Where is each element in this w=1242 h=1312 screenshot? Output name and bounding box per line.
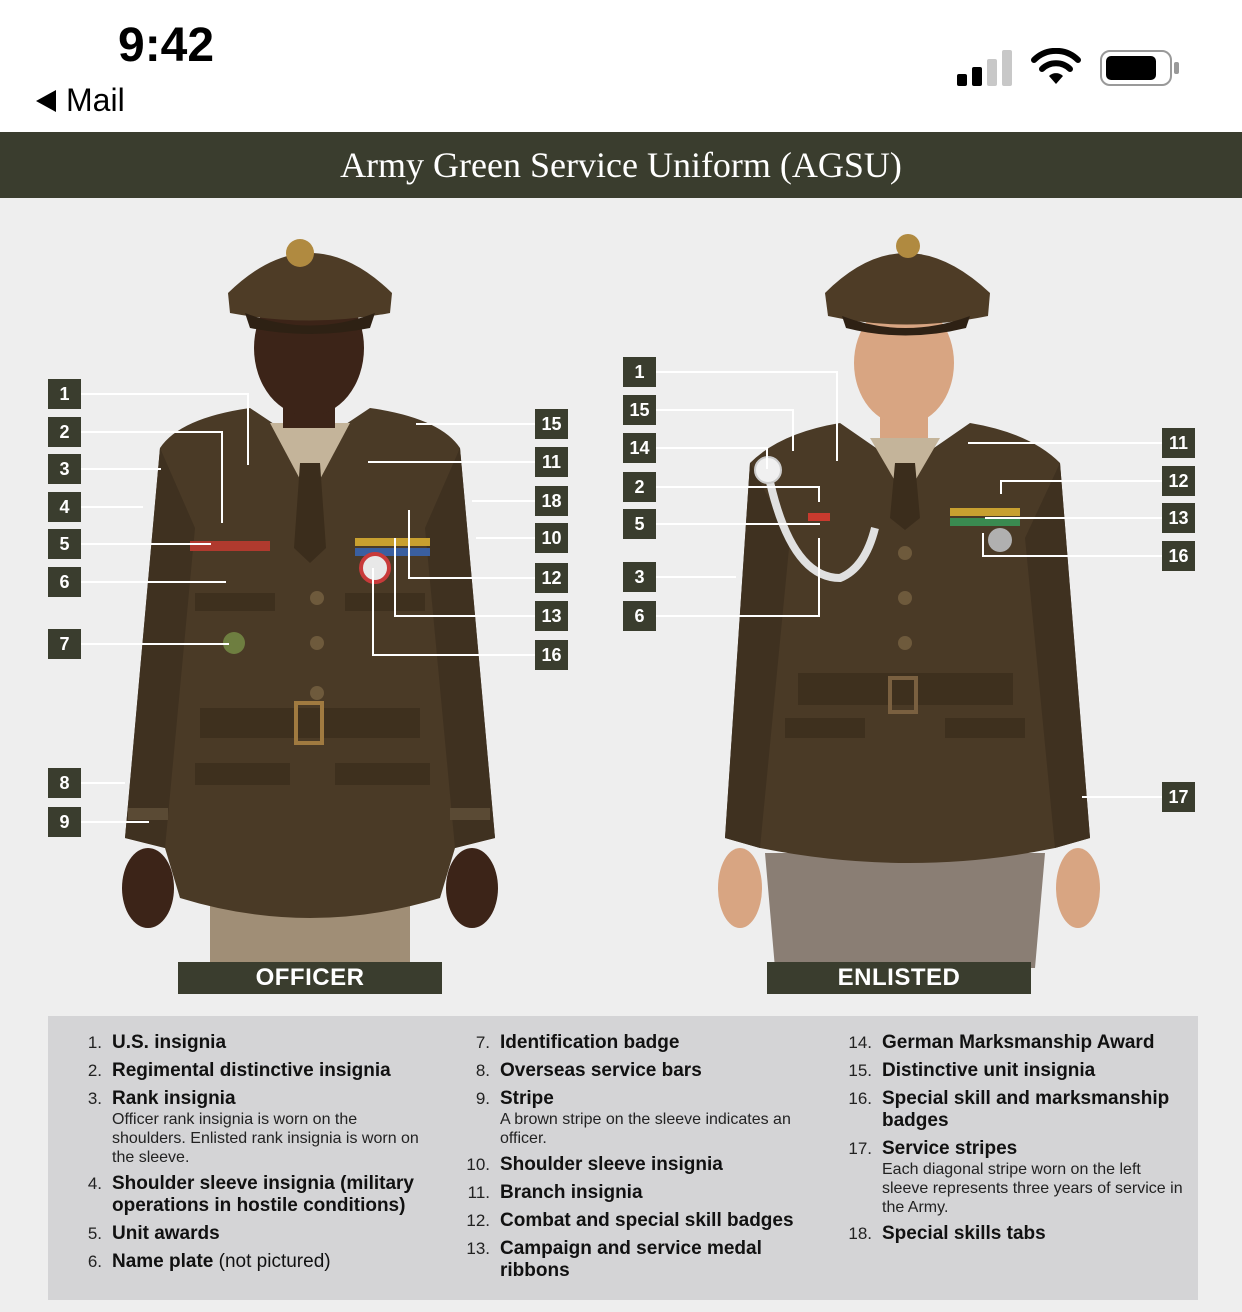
leader-line — [81, 431, 223, 433]
status-bar — [0, 0, 1242, 132]
legend-item — [834, 1088, 1184, 1132]
leader-line — [472, 500, 535, 502]
legend-title: Shoulder sleeve insignia (military operations in hostile conditions) — [112, 1173, 414, 1216]
legend-item — [64, 1223, 424, 1245]
officer-callout-13: 13 — [535, 601, 568, 631]
legend-title: Combat and special skill badges — [500, 1210, 794, 1231]
officer-callout-16: 16 — [535, 640, 568, 670]
legend-title: Identification badge — [500, 1032, 680, 1053]
leader-line — [656, 409, 794, 411]
legend-item — [834, 1138, 1184, 1217]
legend-column-1 — [64, 1032, 424, 1279]
enlisted-callout-17: 17 — [1162, 782, 1195, 812]
page-title: Army Green Service Uniform (AGSU) — [0, 132, 1242, 198]
uniform-photo-area — [0, 198, 1242, 1312]
leader-line — [81, 393, 249, 395]
enlisted-callout-6: 6 — [623, 601, 656, 631]
leader-line — [81, 643, 229, 645]
leader-line — [408, 510, 410, 578]
officer-callout-4: 4 — [48, 492, 81, 522]
battery-icon — [1100, 50, 1180, 86]
back-label: Mail — [66, 82, 125, 118]
legend-title: U.S. insignia — [112, 1032, 227, 1053]
leader-line — [247, 393, 249, 465]
legend-number: 3. — [87, 1089, 102, 1108]
leader-line — [394, 615, 535, 617]
legend-item — [834, 1032, 1184, 1054]
enlisted-callout-16: 16 — [1162, 541, 1195, 571]
wifi-icon — [1030, 48, 1082, 86]
enlisted-callout-1: 1 — [623, 357, 656, 387]
leader-line — [1000, 480, 1162, 482]
legend-number: 5. — [87, 1224, 102, 1243]
clock: 9:42 — [118, 19, 215, 72]
leader-line — [818, 486, 820, 502]
legend-item — [64, 1088, 424, 1167]
leader-line — [982, 533, 984, 555]
legend-column-2 — [452, 1032, 812, 1288]
legend-title: Unit awards — [112, 1223, 220, 1244]
legend-item — [452, 1182, 812, 1204]
leader-line — [766, 447, 768, 469]
officer-callout-2: 2 — [48, 417, 81, 447]
enlisted-callout-15: 15 — [623, 395, 656, 425]
legend-number: 16. — [848, 1089, 872, 1108]
legend-title: Campaign and service medal ribbons — [500, 1238, 762, 1281]
legend-number: 1. — [87, 1033, 102, 1052]
officer-callout-18: 18 — [535, 486, 568, 516]
legend-item — [64, 1060, 424, 1082]
enlisted-callout-2: 2 — [623, 472, 656, 502]
legend-description: Each diagonal stripe worn on the left sleeve represents three years of service in the Army. — [882, 1161, 1183, 1216]
legend-number: 4. — [87, 1174, 102, 1193]
legend-number: 12. — [466, 1211, 490, 1230]
leader-line — [836, 371, 838, 461]
officer-callout-1: 1 — [48, 379, 81, 409]
officer-label: OFFICER — [178, 962, 442, 994]
legend-item — [452, 1238, 812, 1282]
legend-description: A brown stripe on the sleeve indicates an officer. — [500, 1111, 791, 1147]
legend-number: 17. — [848, 1139, 872, 1158]
leader-line — [372, 568, 374, 655]
enlisted-callout-13: 13 — [1162, 503, 1195, 533]
enlisted-callout-14: 14 — [623, 433, 656, 463]
legend-title: Shoulder sleeve insignia — [500, 1154, 723, 1175]
officer-callout-3: 3 — [48, 454, 81, 484]
leader-line — [416, 423, 535, 425]
leader-line — [968, 442, 1162, 444]
legend-title: Service stripes — [882, 1138, 1018, 1159]
legend-item — [64, 1251, 424, 1273]
enlisted-callout-11: 11 — [1162, 428, 1195, 458]
leader-line — [818, 538, 820, 616]
cellular-signal-icon — [957, 50, 1015, 86]
legend-title: Regimental distinctive insignia — [112, 1060, 391, 1081]
leader-line — [476, 537, 535, 539]
enlisted-figure-image — [700, 198, 1120, 968]
leader-line — [656, 615, 820, 617]
leader-line — [656, 523, 820, 525]
legend-item — [834, 1223, 1184, 1245]
legend-number: 7. — [475, 1033, 490, 1052]
leader-line — [1000, 480, 1002, 494]
legend-title — [112, 1251, 424, 1273]
leader-line — [656, 486, 820, 488]
legend-item — [452, 1060, 812, 1082]
officer-callout-11: 11 — [535, 447, 568, 477]
leader-line — [985, 517, 1162, 519]
legend-title: Distinctive unit insignia — [882, 1060, 1096, 1081]
legend-item — [452, 1210, 812, 1232]
back-arrow-icon — [36, 90, 56, 112]
legend-number: 9. — [475, 1089, 490, 1108]
legend-note: (not pictured) — [213, 1251, 331, 1272]
legend-number: 8. — [475, 1061, 490, 1080]
leader-line — [792, 409, 794, 451]
legend-item — [452, 1154, 812, 1176]
officer-callout-6: 6 — [48, 567, 81, 597]
legend-item — [64, 1173, 424, 1217]
officer-figure-image — [100, 198, 520, 968]
legend-number: 13. — [466, 1239, 490, 1258]
enlisted-callout-12: 12 — [1162, 466, 1195, 496]
leader-line — [394, 538, 396, 616]
back-to-mail-button[interactable] — [36, 82, 125, 119]
legend-item — [834, 1060, 1184, 1082]
officer-callout-10: 10 — [535, 523, 568, 553]
officer-callout-9: 9 — [48, 807, 81, 837]
legend-description: Officer rank insignia is worn on the shoulders. Enlisted rank insignia is worn on the sleeve. — [112, 1111, 419, 1166]
leader-line — [656, 576, 736, 578]
officer-callout-8: 8 — [48, 768, 81, 798]
legend-number: 14. — [848, 1033, 872, 1052]
leader-line — [982, 555, 1162, 557]
leader-line — [656, 371, 838, 373]
legend-number: 2. — [87, 1061, 102, 1080]
enlisted-callout-3: 3 — [623, 562, 656, 592]
legend-title: Overseas service bars — [500, 1060, 702, 1081]
legend-number: 11. — [467, 1183, 490, 1202]
legend-item — [64, 1032, 424, 1054]
legend-number: 15. — [848, 1061, 872, 1080]
legend-number: 18. — [848, 1224, 872, 1243]
leader-line — [81, 543, 211, 545]
leader-line — [372, 654, 535, 656]
leader-line — [1082, 796, 1162, 798]
leader-line — [81, 581, 226, 583]
legend-title: Rank insignia — [112, 1088, 236, 1109]
legend-item — [452, 1088, 812, 1148]
legend-column-3 — [834, 1032, 1184, 1251]
legend-number: 6. — [87, 1252, 102, 1271]
leader-line — [221, 431, 223, 523]
leader-line — [81, 468, 161, 470]
leader-line — [656, 447, 768, 449]
officer-callout-7: 7 — [48, 629, 81, 659]
legend-title: Branch insignia — [500, 1182, 643, 1203]
leader-line — [408, 577, 535, 579]
leader-line — [81, 821, 149, 823]
officer-callout-5: 5 — [48, 529, 81, 559]
legend-item — [452, 1032, 812, 1054]
leader-line — [368, 461, 535, 463]
legend-panel — [48, 1016, 1198, 1300]
officer-callout-15: 15 — [535, 409, 568, 439]
enlisted-label: ENLISTED — [767, 962, 1031, 994]
enlisted-callout-5: 5 — [623, 509, 656, 539]
legend-title: Special skill and marksmanship badges — [882, 1088, 1170, 1131]
officer-callout-12: 12 — [535, 563, 568, 593]
legend-title-text: Name plate — [112, 1251, 214, 1272]
legend-title: Stripe — [500, 1088, 554, 1109]
leader-line — [81, 506, 143, 508]
legend-title: Special skills tabs — [882, 1223, 1046, 1244]
legend-number: 10. — [466, 1155, 490, 1174]
leader-line — [81, 782, 125, 784]
legend-title: German Marksmanship Award — [882, 1032, 1155, 1053]
